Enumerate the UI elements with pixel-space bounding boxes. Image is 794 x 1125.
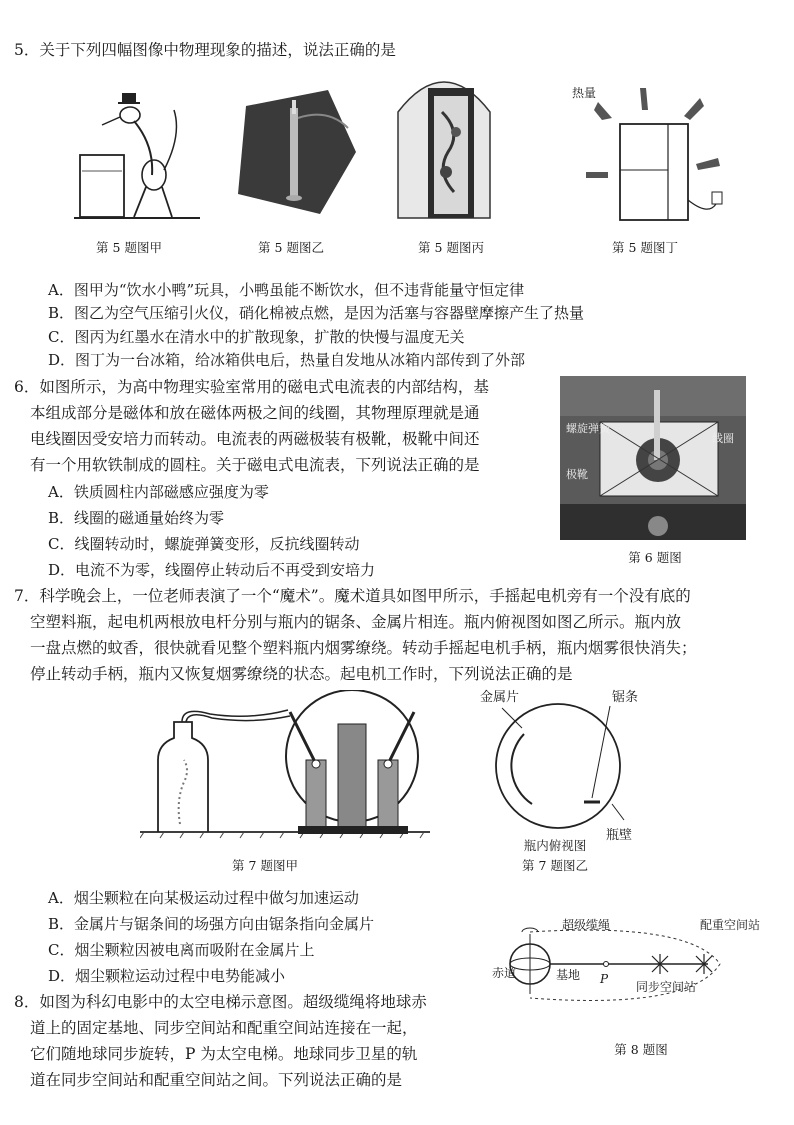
q7-option-a: A．烟尘颗粒在向某极运动过程中做匀加速运动 — [48, 889, 359, 907]
q8-stem-line-1: 8．如图为科幻电影中的太空电梯示意图。超级缆绳将地球赤 — [14, 993, 427, 1011]
q7-label-metal: 金属片 — [480, 690, 520, 705]
q8-label-equator: 赤道 — [492, 966, 517, 980]
q6-option-a: A．铁质圆柱内部磁感应强度为零 — [48, 483, 269, 501]
q7-option-d: D．烟尘颗粒运动过程中电势能减小 — [48, 967, 286, 985]
q7-option-c: C．烟尘颗粒因被电离而吸附在金属片上 — [48, 941, 315, 959]
q5-option-b: B．图乙为空气压缩引火仪，硝化棉被点燃，是因为活塞与容器壁摩擦产生了热量 — [48, 304, 585, 322]
q5-caption-yi: 第 5 题图乙 — [258, 240, 324, 255]
q6-option-b: B．线圈的磁通量始终为零 — [48, 509, 225, 527]
q8-label-p: P — [600, 972, 609, 986]
q7-figure-jia — [140, 690, 430, 840]
q6-label-pole: 极靴 — [566, 468, 588, 481]
q6-stem-line-3: 电线圈因受安培力而转动。电流表的两磁极装有极靴，极靴中间还 — [30, 430, 480, 448]
q8-label-sync-station: 同步空间站 — [636, 980, 697, 994]
q5-option-d: D．图丁为一台冰箱，给冰箱供电后，热量自发地从冰箱内部传到了外部 — [48, 351, 526, 369]
q7-stem-line-3: 一盘点燃的蚊香，很快就看见整个塑料瓶内烟雾缭绕。转动手摇起电机手柄，瓶内烟雾很快消失； — [30, 639, 697, 657]
q7-label-saw: 锯条 — [612, 690, 639, 705]
q5-caption-bing: 第 5 题图丙 — [418, 240, 484, 255]
q6-label-spring: 螺旋弹簧 — [566, 422, 610, 435]
q5-figure-ding — [568, 80, 738, 228]
q8-label-cable: 超级缆绳 — [562, 918, 611, 932]
q7-stem-line-2: 空塑料瓶，起电机两根放电杆分别与瓶内的锯条、金属片相连。瓶内俯视图如图乙所示。瓶内放 — [30, 613, 682, 631]
q8-stem-line-3: 它们随地球同步旋转，P 为太空电梯。地球同步卫星的轨 — [30, 1045, 418, 1063]
q8-label-base: 基地 — [556, 968, 581, 982]
q5-figure-bing — [392, 72, 496, 220]
q5-option-a: A．图甲为“饮水小鸭”玩具，小鸭虽能不断饮水，但不违背能量守恒定律 — [48, 281, 525, 299]
q6-option-c: C．线圈转动时，螺旋弹簧变形，反抗线圈转动 — [48, 535, 360, 553]
q7-stem-line-4: 停止转动手柄，瓶内又恢复烟雾缭绕的状态。起电机工作时，下列说法正确的是 — [30, 665, 573, 683]
q6-caption: 第 6 题图 — [628, 550, 682, 565]
q8-stem-line-4: 道在同步空间站和配重空间站之间。下列说法正确的是 — [30, 1071, 403, 1089]
q5-stem: 5．关于下列四幅图像中物理现象的描述，说法正确的是 — [14, 41, 396, 59]
q7-stem-line-1: 7．科学晚会上，一位老师表演了一个“魔术”。魔术道具如图甲所示，手摇起电机旁有一个没有底的 — [14, 587, 691, 605]
q7-label-top-view: 瓶内俯视图 — [523, 838, 587, 853]
q6-label-coil: 线圈 — [712, 432, 734, 445]
q7-option-b: B．金属片与锯条间的场强方向由锯条指向金属片 — [48, 915, 375, 933]
q8-caption: 第 8 题图 — [614, 1042, 668, 1057]
q8-label-counterweight: 配重空间站 — [700, 918, 761, 932]
q7-figure-yi — [478, 684, 638, 834]
q8-stem-line-2: 道上的固定基地、同步空间站和配重空间站连接在一起， — [30, 1019, 418, 1037]
q6-stem-line-2: 本组成部分是磁体和放在磁体两极之间的线圈，其物理原理就是通 — [30, 404, 480, 422]
q6-option-d: D．电流不为零，线圈停止转动后不再受到安培力 — [48, 561, 376, 579]
q5-figure-yi — [228, 88, 358, 216]
q5-figure-jia — [72, 75, 202, 225]
q6-stem-line-4: 有一个用软铁制成的圆柱。关于磁电式电流表，下列说法正确的是 — [30, 456, 480, 474]
q7-caption-yi: 第 7 题图乙 — [522, 858, 588, 873]
q6-stem-line-1: 6．如图所示，为高中物理实验室常用的磁电式电流表的内部结构，基 — [14, 378, 489, 396]
q7-label-wall: 瓶壁 — [606, 828, 633, 843]
q5-ding-label: 热量 — [572, 86, 597, 100]
q5-caption-jia: 第 5 题图甲 — [96, 240, 162, 255]
q5-caption-ding: 第 5 题图丁 — [612, 240, 678, 255]
q5-option-c: C．图丙为红墨水在清水中的扩散现象，扩散的快慢与温度无关 — [48, 328, 465, 346]
q6-photo-galvanometer — [560, 376, 746, 540]
q7-caption-jia: 第 7 题图甲 — [232, 858, 298, 873]
